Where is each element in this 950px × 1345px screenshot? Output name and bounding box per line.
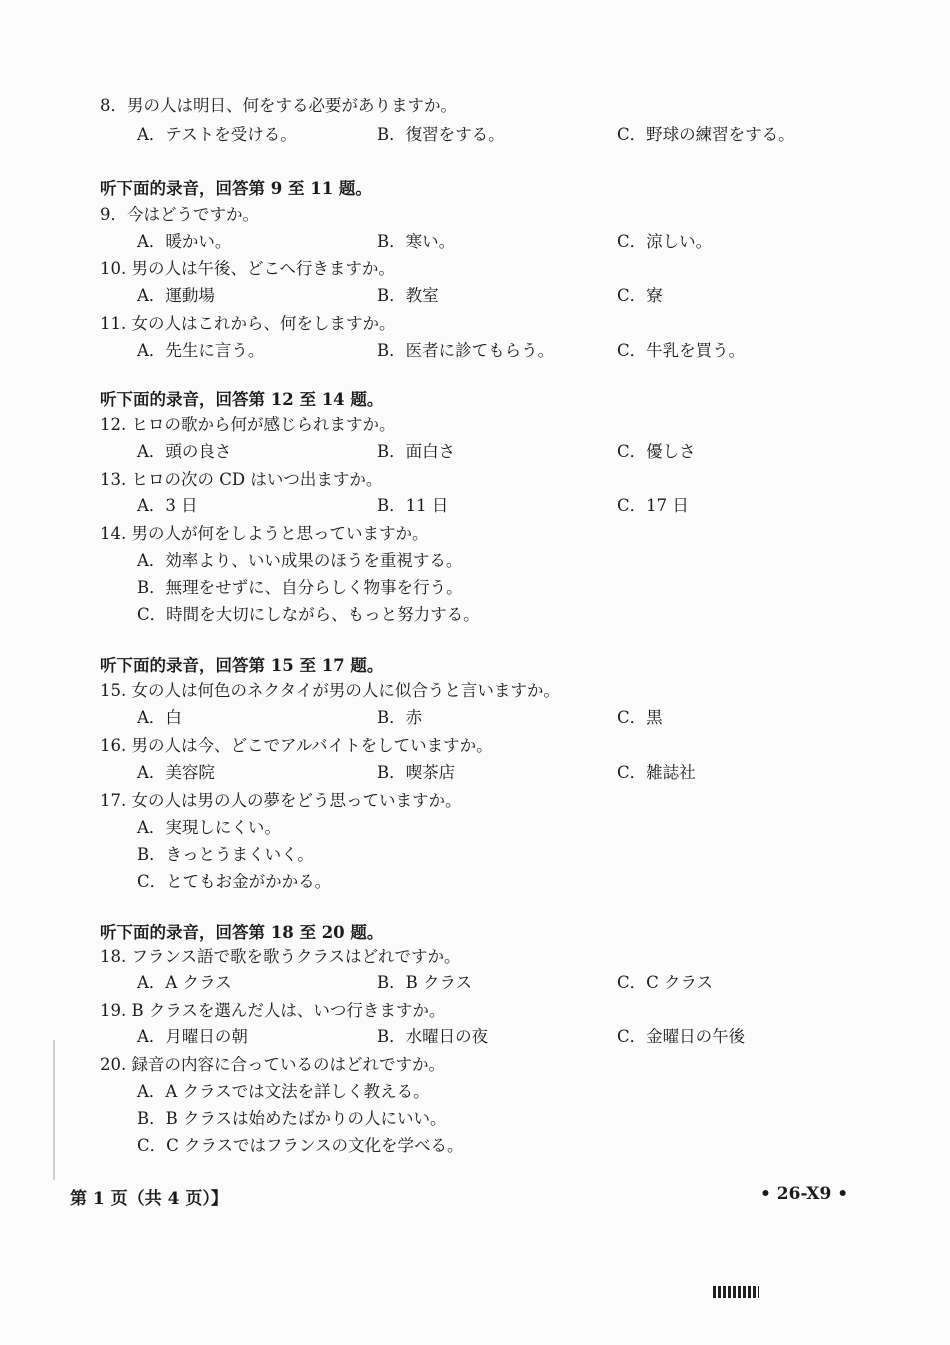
option-b: B．喫茶店 (377, 763, 456, 782)
option-line: B．無理をせずに、自分らしく物事を行う。 (137, 578, 463, 597)
option-b: B．寒い。 (377, 232, 456, 251)
option-c: C．C クラス (617, 973, 713, 992)
option-a: A．美容院 (137, 763, 215, 782)
question-text: 16. 男の人は今、どこでアルバイトをしていますか。 (100, 736, 493, 755)
question-text: 10. 男の人は午後、どこへ行きますか。 (100, 259, 395, 278)
option-line: C．時間を大切にしながら、もっと努力する。 (137, 605, 480, 624)
option-line: A．A クラスでは文法を詳しく教える。 (137, 1082, 430, 1101)
option-c: C．黒 (617, 708, 663, 727)
question-text: 17. 女の人は男の人の夢をどう思っていますか。 (100, 791, 462, 810)
option-line: A．実現しにくい。 (137, 818, 281, 837)
option-a: A．白 (137, 708, 182, 727)
option-c: C．雑誌社 (617, 763, 696, 782)
option-a: A．テストを受ける。 (137, 125, 297, 144)
option-b: B．復習をする。 (377, 125, 505, 144)
question-text: 18. フランス語で歌を歌うクラスはどれですか。 (100, 947, 461, 966)
question-text: 13. ヒロの次の CD はいつ出ますか。 (100, 470, 383, 489)
option-c: C．野球の練習をする。 (617, 125, 795, 144)
option-c: C．涼しい。 (617, 232, 713, 251)
option-line: C．C クラスではフランスの文化を学べる。 (137, 1136, 464, 1155)
option-line: B．B クラスは始めたばかりの人にいい。 (137, 1109, 447, 1128)
option-a: A．頭の良さ (137, 442, 232, 461)
option-b: B．11 日 (377, 496, 449, 515)
question-text: 12. ヒロの歌から何が感じられますか。 (100, 415, 396, 434)
option-c: C．優しさ (617, 442, 696, 461)
option-c: C．牛乳を買う。 (617, 341, 746, 360)
option-a: A．暖かい。 (137, 232, 232, 251)
section-instruction: 听下面的录音，回答第 9 至 11 题。 (100, 179, 372, 198)
option-c: C．寮 (617, 286, 663, 305)
question-text: 14. 男の人が何をしようと思っていますか。 (100, 524, 429, 543)
option-b: B．赤 (377, 708, 423, 727)
option-a: A．3 日 (137, 496, 198, 515)
qr-code-icon (713, 1286, 759, 1298)
exam-code: • 26-X9 • (760, 1184, 849, 1204)
option-b: B．医者に診てもらう。 (377, 341, 555, 360)
option-b: B．面白さ (377, 442, 456, 461)
option-a: A．A クラス (137, 973, 232, 992)
option-line: B．きっとうまくいく。 (137, 845, 314, 864)
question-text: 15. 女の人は何色のネクタイが男の人に似合うと言いますか。 (100, 681, 560, 700)
option-a: A．月曜日の朝 (137, 1027, 248, 1046)
option-b: B．B クラス (377, 973, 473, 992)
question-text: 20. 録音の内容に合っているのはどれですか。 (100, 1055, 445, 1074)
option-a: A．運動場 (137, 286, 215, 305)
question-text: 9．今はどうですか。 (100, 205, 259, 224)
binder-line (53, 1040, 55, 1180)
section-instruction: 听下面的录音，回答第 12 至 14 题。 (100, 390, 384, 409)
option-b: B．水曜日の夜 (377, 1027, 489, 1046)
option-b: B．教室 (377, 286, 439, 305)
question-text: 19. B クラスを選んだ人は、いつ行きますか。 (100, 1001, 446, 1020)
option-c: C．17 日 (617, 496, 689, 515)
question-text: 8．男の人は明日、何をする必要がありますか。 (100, 96, 457, 115)
option-c: C．金曜日の午後 (617, 1027, 746, 1046)
section-instruction: 听下面的录音，回答第 15 至 17 题。 (100, 656, 384, 675)
question-text: 11. 女の人はこれから、何をしますか。 (100, 314, 396, 333)
option-line: A．効率より、いい成果のほうを重視する。 (137, 551, 463, 570)
page-number: 第 1 页（共 4 页）】 (70, 1189, 228, 1209)
option-line: C．とてもお金がかかる。 (137, 872, 332, 891)
option-a: A．先生に言う。 (137, 341, 265, 360)
section-instruction: 听下面的录音，回答第 18 至 20 题。 (100, 923, 384, 942)
